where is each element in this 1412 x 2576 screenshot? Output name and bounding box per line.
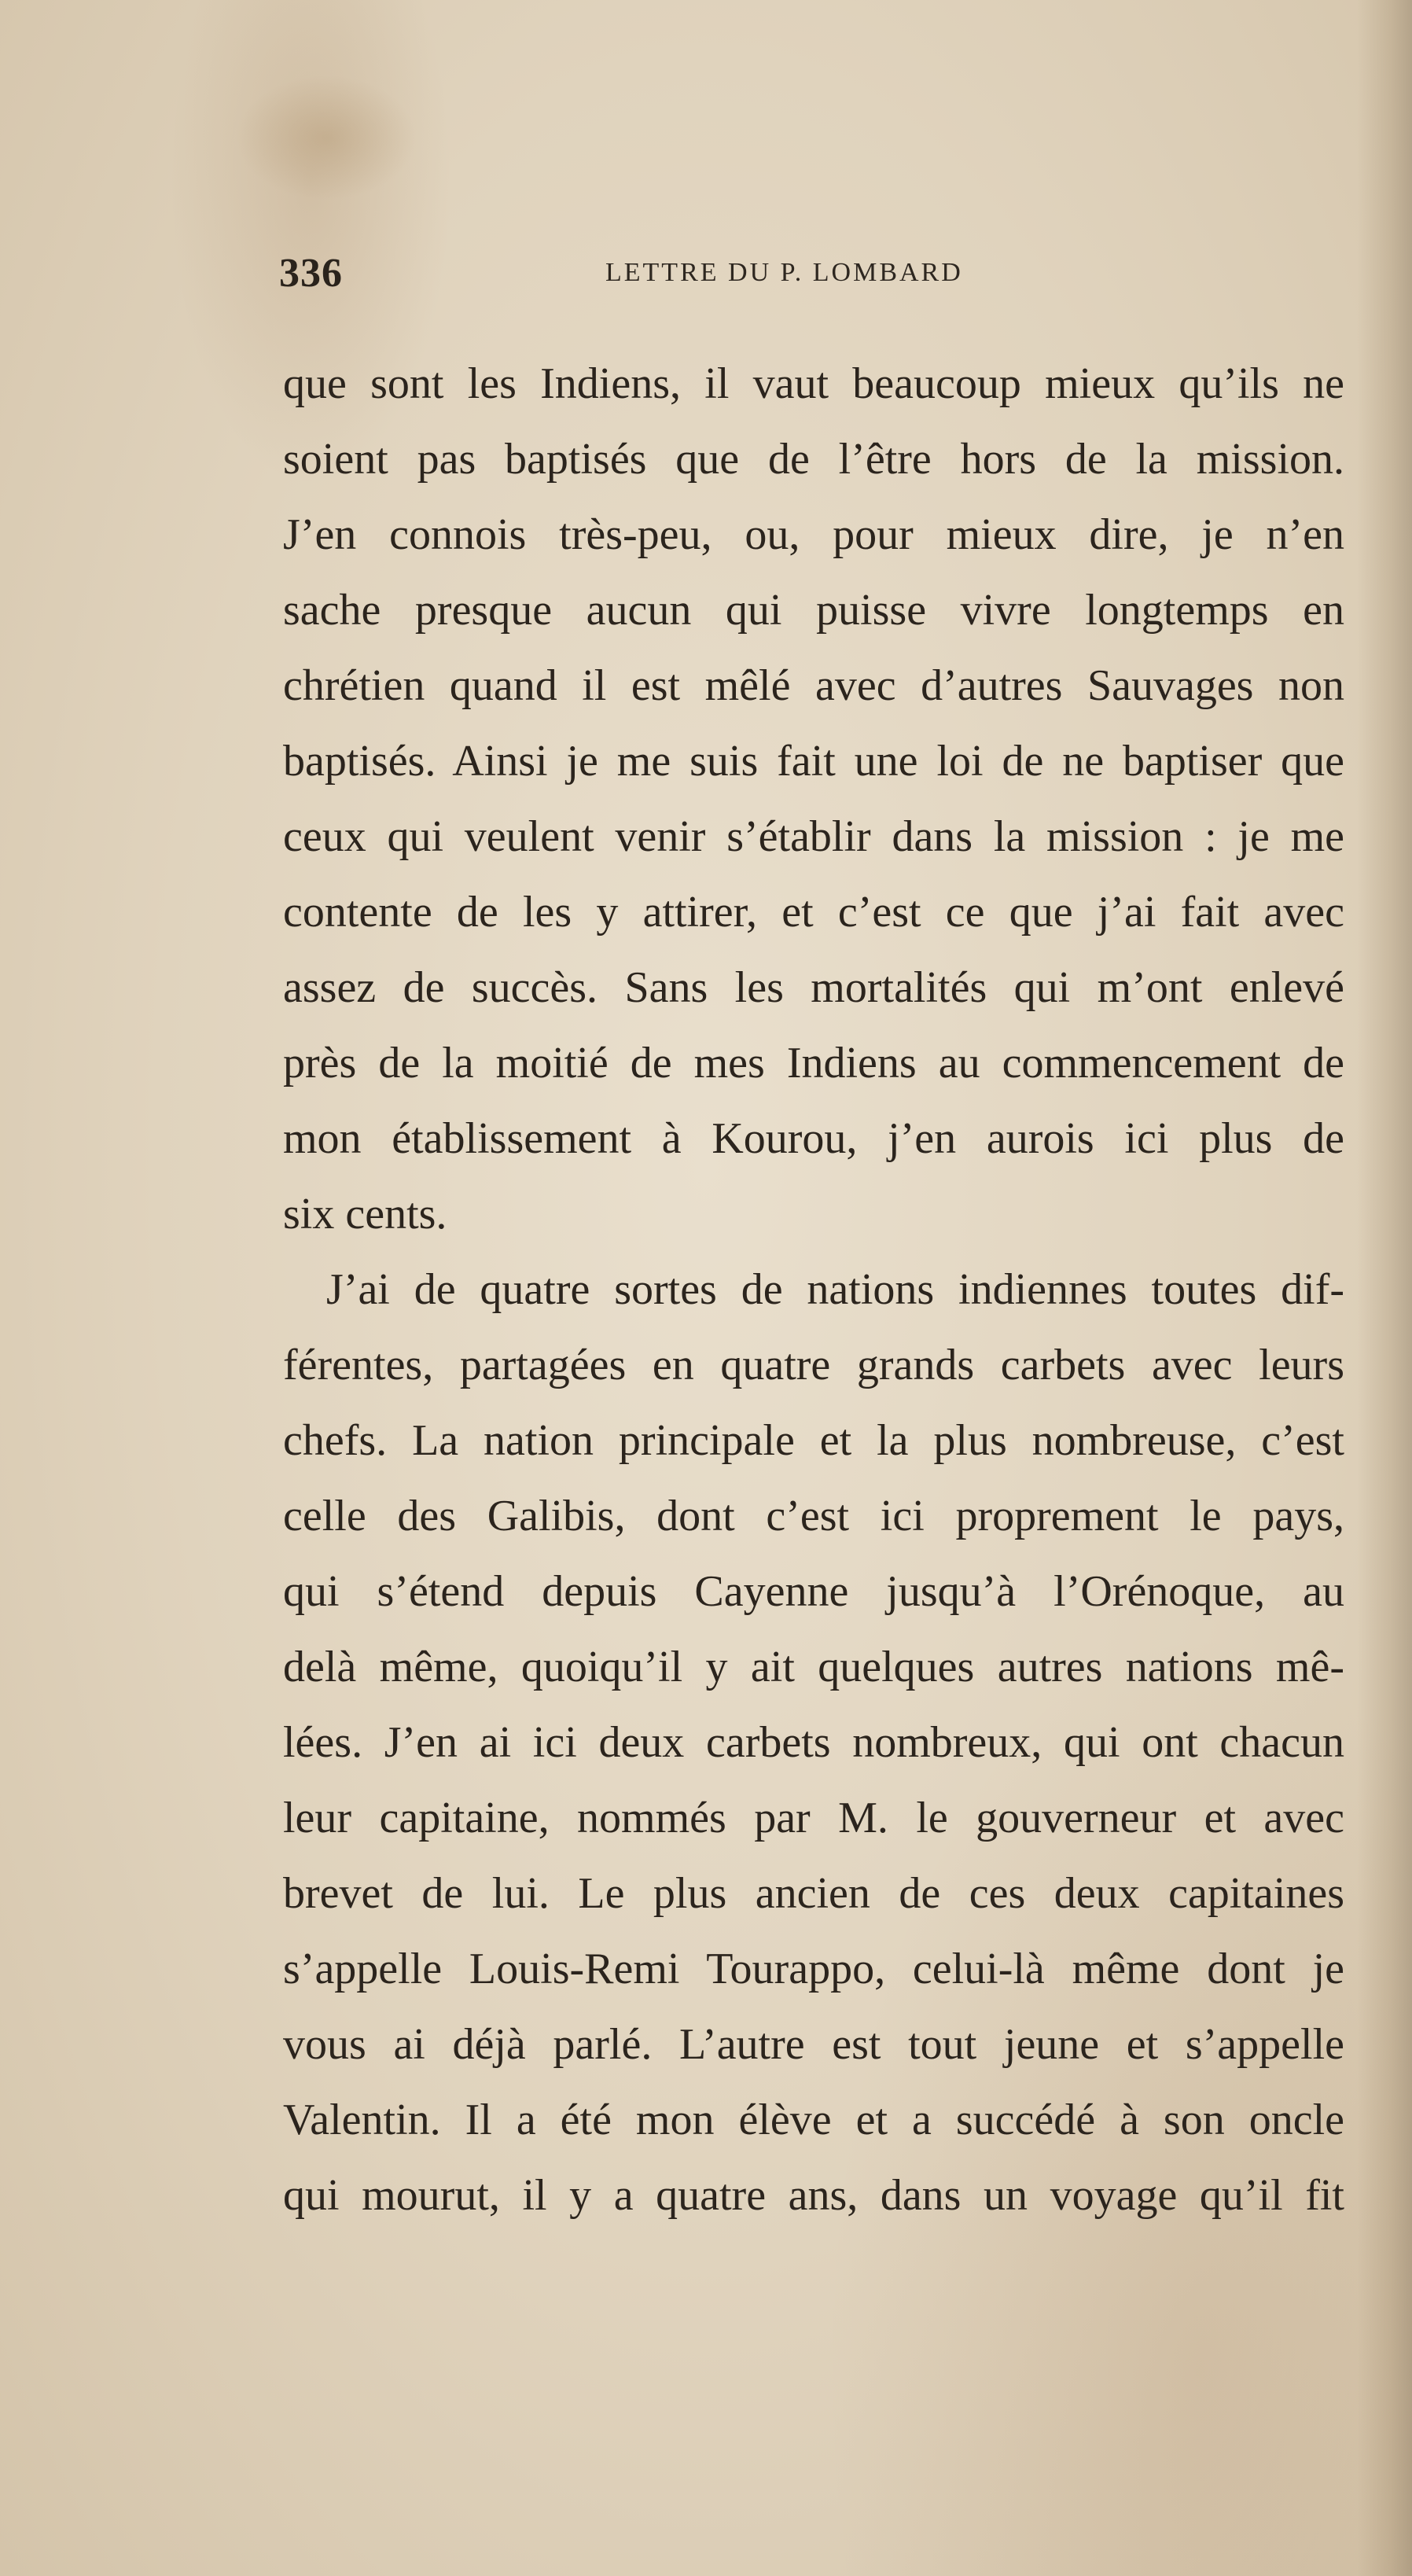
text-line: près de la moitié de mes Indiens au commencement de xyxy=(283,1039,1344,1087)
page-edge-shadow xyxy=(1357,0,1412,2576)
text-line: Valentin. Il a été mon élève et a succédé à son oncle xyxy=(283,2096,1344,2144)
text-line: chrétien quand il est mêlé avec d’autres Sauvages non xyxy=(283,661,1344,710)
paper-stain xyxy=(236,75,417,201)
text-line: contente de les y attirer, et c’est ce que j’ai fait avec xyxy=(283,888,1344,937)
text-line: mon établissement à Kourou, j’en aurois ici plus de xyxy=(283,1114,1344,1163)
text-line: férentes, partagées en quatre grands carbets avec leurs xyxy=(283,1341,1344,1389)
text-line: J’en connois très-peu, ou, pour mieux dire, je n’en xyxy=(283,510,1344,559)
paragraph-end-line: six cents. xyxy=(283,1190,447,1238)
text-line: vous ai déjà parlé. L’autre est tout jeune et s’appelle xyxy=(283,2020,1344,2069)
text-line: s’appelle Louis-Remi Tourappo, celui-là même dont je xyxy=(283,1945,1344,1993)
text-line: lées. J’en ai ici deux carbets nombreux, qui ont chacun xyxy=(283,1718,1344,1767)
text-line: qui s’étend depuis Cayenne jusqu’à l’Orénoque, au xyxy=(283,1567,1344,1616)
running-header xyxy=(279,250,1340,313)
paragraph-start-line: J’ai de quatre sortes de nations indiennes toutes dif- xyxy=(326,1265,1344,1314)
text-line: celle des Galibis, dont c’est ici proprement le pays, xyxy=(283,1492,1344,1540)
text-line: chefs. La nation principale et la plus nombreuse, c’est xyxy=(283,1416,1344,1465)
running-title: LETTRE DU P. LOMBARD xyxy=(605,258,963,287)
text-line: qui mourut, il y a quatre ans, dans un voyage qu’il fit xyxy=(283,2171,1344,2220)
text-line: brevet de lui. Le plus ancien de ces deux capitaines xyxy=(283,1869,1344,1918)
text-line: leur capitaine, nommés par M. le gouverneur et avec xyxy=(283,1794,1344,1842)
page-number: 336 xyxy=(279,251,343,296)
text-line: baptisés. Ainsi je me suis fait une loi de ne baptiser que xyxy=(283,737,1344,786)
body-text xyxy=(283,346,1344,2233)
text-line: soient pas baptisés que de l’être hors de la mission. xyxy=(283,435,1344,484)
text-line: assez de succès. Sans les mortalités qui m’ont enlevé xyxy=(283,963,1344,1012)
text-line: que sont les Indiens, il vaut beaucoup mieux qu’ils ne xyxy=(283,359,1344,408)
text-line: ceux qui veulent venir s’établir dans la mission : je me xyxy=(283,812,1344,861)
text-line: sache presque aucun qui puisse vivre longtemps en xyxy=(283,586,1344,635)
text-line: delà même, quoiqu’il y ait quelques autres nations mê- xyxy=(283,1643,1344,1691)
